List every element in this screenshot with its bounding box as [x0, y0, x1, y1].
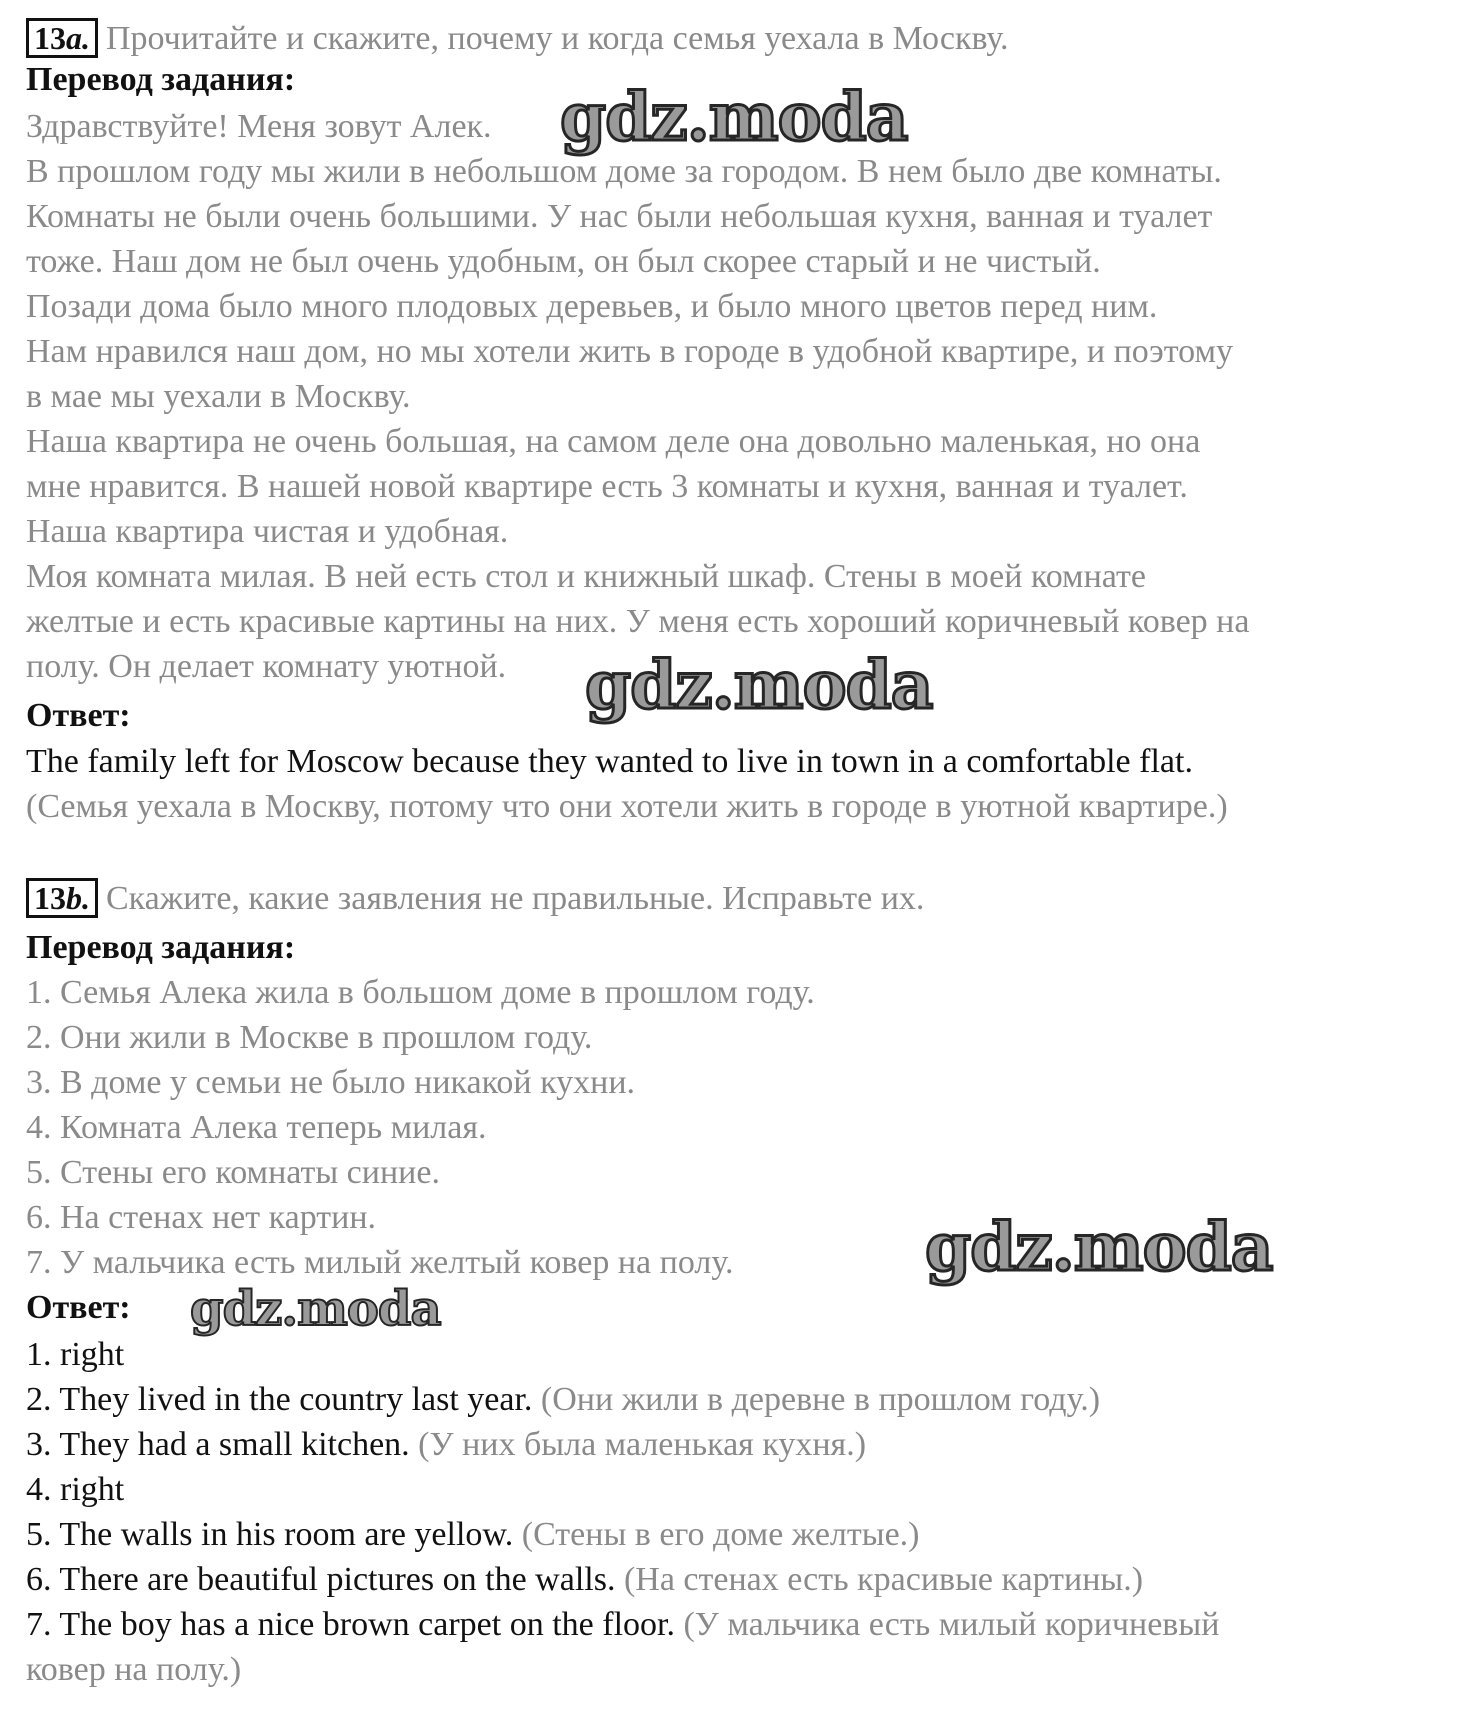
- statement-item: 1. Семья Алека жила в большом доме в прошлом году.: [26, 974, 815, 1011]
- text-line: Комнаты не были очень большими. У нас были небольшая кухня, ванная и туалет: [26, 198, 1213, 235]
- statement-item: 2. Они жили в Москве в прошлом году.: [26, 1019, 593, 1056]
- statement-item: 3. В доме у семьи не было никакой кухни.: [26, 1064, 636, 1101]
- exercise-badge-13a: 13a.: [26, 18, 98, 58]
- text-line: Позади дома было много плодовых деревьев, и было много цветов перед ним.: [26, 288, 1158, 325]
- translation-heading-13a: Перевод задания:: [26, 61, 296, 98]
- task-13b: [26, 878, 924, 919]
- answer-ru: (Стены в его доме желтые.): [521, 1516, 920, 1553]
- answer-ru: (У мальчика есть милый коричневый: [683, 1606, 1220, 1643]
- task-text-13b: Скажите, какие заявления не правильные. Исправьте их.: [106, 880, 925, 917]
- answer-tail-ru: ковер на полу.): [26, 1651, 242, 1688]
- text-line: Наша квартира чистая и удобная.: [26, 513, 509, 550]
- text-line: Моя комната милая. В ней есть стол и книжный шкаф. Стены в моей комнате: [26, 558, 1146, 595]
- answer-en: 6. There are beautiful pictures on the walls.: [26, 1561, 616, 1598]
- answer-en-13a: The family left for Moscow because they wanted to live in town in a comfortable flat.: [26, 743, 1193, 780]
- statement-item: 7. У мальчика есть милый желтый ковер на полу.: [26, 1244, 734, 1281]
- task-text-13a: Прочитайте и скажите, почему и когда семья уехала в Москву.: [106, 20, 1009, 57]
- answer-heading-13a: Ответ:: [26, 697, 131, 734]
- answer-item: [26, 1560, 1143, 1600]
- answer-heading-13b: Ответ:: [26, 1289, 131, 1326]
- answer-en: 4. right: [26, 1471, 125, 1508]
- statement-item: 6. На стенах нет картин.: [26, 1199, 377, 1236]
- answer-item: [26, 1470, 124, 1510]
- text-line: тоже. Наш дом не был очень удобным, он был скорее старый и не чистый.: [26, 243, 1101, 280]
- answer-item: [26, 1335, 124, 1375]
- answer-en: 5. The walls in his room are yellow.: [26, 1516, 514, 1553]
- text-line: Здравствуйте! Меня зовут Алек.: [26, 108, 492, 145]
- statement-item: 5. Стены его комнаты синие.: [26, 1154, 440, 1191]
- task-13a: [26, 18, 1008, 59]
- answer-en: 2. They lived in the country last year.: [26, 1381, 533, 1418]
- text-line: в мае мы уехали в Москву.: [26, 378, 411, 415]
- answer-en: 7. The boy has a nice brown carpet on the floor.: [26, 1606, 675, 1643]
- answer-ru: (На стенах есть красивые картины.): [623, 1561, 1144, 1598]
- answer-item: [26, 1515, 920, 1555]
- statement-item: 4. Комната Алека теперь милая.: [26, 1109, 487, 1146]
- watermark: gdz.moda: [585, 646, 933, 724]
- answer-ru-13a: (Семья уехала в Москву, потому что они хотели жить в городе в уютной квартире.): [26, 788, 1228, 825]
- answer-ru: (У них была маленькая кухня.): [418, 1426, 867, 1463]
- translation-heading-13b: Перевод задания:: [26, 929, 296, 966]
- watermark: gdz.moda: [925, 1208, 1273, 1286]
- watermark: gdz.moda: [560, 78, 908, 156]
- answer-en: 3. They had a small kitchen.: [26, 1426, 410, 1463]
- answer-item: [26, 1425, 866, 1465]
- answer-en: 1. right: [26, 1336, 125, 1373]
- text-line: полу. Он делает комнату уютной.: [26, 648, 507, 685]
- text-line: В прошлом году мы жили в небольшом доме за городом. В нем было две комнаты.: [26, 153, 1222, 190]
- answer-item: [26, 1380, 1100, 1420]
- text-line: Нам нравился наш дом, но мы хотели жить в городе в удобной квартире, и поэтому: [26, 333, 1234, 370]
- text-line: Наша квартира не очень большая, на самом деле она довольно маленькая, но она: [26, 423, 1201, 460]
- text-line: мне нравится. В нашей новой квартире есть 3 комнаты и кухня, ванная и туалет.: [26, 468, 1188, 505]
- exercise-badge-13b: 13b.: [26, 878, 98, 918]
- answer-ru: (Они жили в деревне в прошлом году.): [540, 1381, 1101, 1418]
- text-line: желтые и есть красивые картины на них. У меня есть хороший коричневый ковер на: [26, 603, 1250, 640]
- answer-item: [26, 1605, 1219, 1645]
- watermark: gdz.moda: [190, 1281, 441, 1337]
